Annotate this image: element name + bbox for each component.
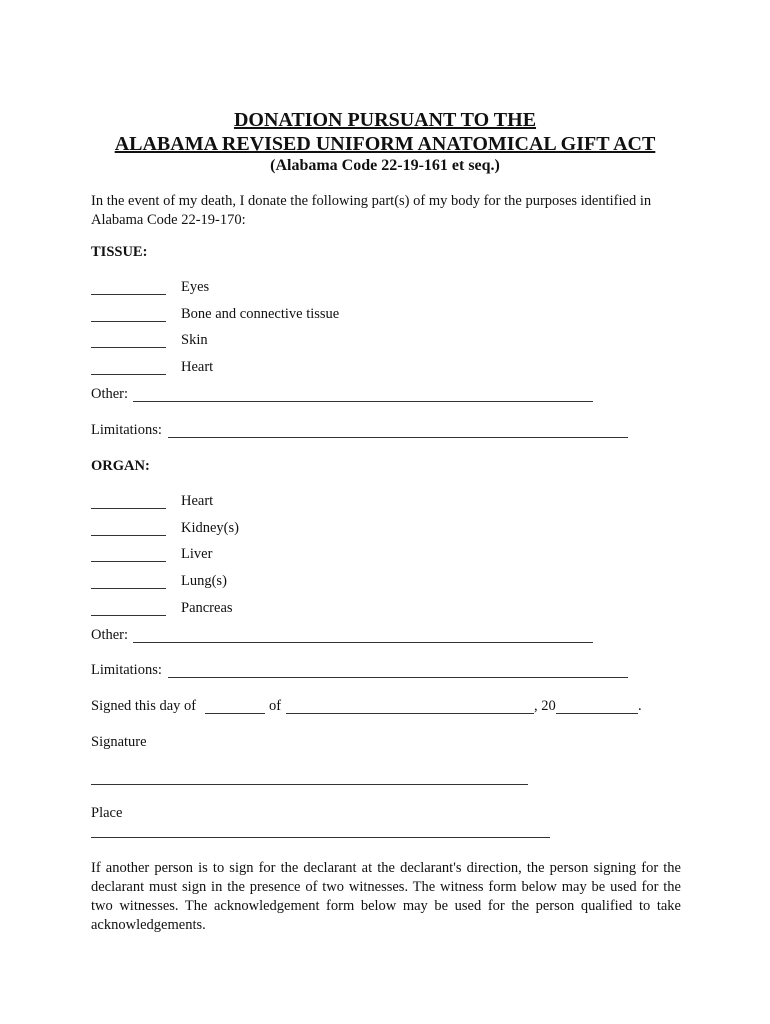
organ-blank-pancreas[interactable] xyxy=(91,615,166,616)
organ-limitations-label: Limitations: xyxy=(91,662,162,678)
organ-item-heart: Heart xyxy=(181,493,214,509)
tissue-item-eyes: Eyes xyxy=(181,279,210,295)
place-label: Place xyxy=(91,805,123,821)
tissue-blank-skin[interactable] xyxy=(91,347,166,348)
signature-label: Signature xyxy=(91,734,147,750)
organ-blank-kidneys[interactable] xyxy=(91,535,166,536)
title-line-1: DONATION PURSUANT TO THE xyxy=(233,109,537,131)
intro-paragraph: In the event of my death, I donate the following part(s) of my body for the purposes identified in Alabama Code 22-19-170: xyxy=(91,193,652,228)
organ-blank-lungs[interactable] xyxy=(91,588,166,589)
signed-prefix: Signed this day of xyxy=(91,698,197,714)
tissue-other-line[interactable] xyxy=(133,401,593,402)
title-citation: (Alabama Code 22-19-161 et seq.) xyxy=(270,157,500,174)
signed-month-line[interactable] xyxy=(286,713,534,714)
place-line[interactable] xyxy=(91,837,550,838)
organ-item-pancreas: Pancreas xyxy=(181,600,233,616)
tissue-item-heart: Heart xyxy=(181,359,214,375)
organ-other-label: Other: xyxy=(91,627,129,643)
signed-year-prefix: , 20 xyxy=(534,698,556,714)
tissue-other-label: Other: xyxy=(91,386,129,402)
tissue-limitations-line[interactable] xyxy=(168,437,628,438)
tissue-blank-bone[interactable] xyxy=(91,321,166,322)
tissue-item-skin: Skin xyxy=(181,332,208,348)
organ-item-liver: Liver xyxy=(181,546,213,562)
signed-of-label: of xyxy=(269,698,282,714)
organ-item-lungs: Lung(s) xyxy=(181,573,227,589)
signature-line[interactable] xyxy=(91,784,528,785)
closing-paragraph: If another person is to sign for the declarant at the declarant's direction, the person signing for the declarant must sign in the presence of two witnesses. The witness form below may be used for the two witnesses. The acknowledgement form below may be used for the person qualified to take acknowledgements. xyxy=(91,860,681,933)
tissue-heading: TISSUE: xyxy=(91,244,148,260)
organ-item-kidneys: Kidney(s) xyxy=(181,520,239,536)
title-line-2: ALABAMA REVISED UNIFORM ANATOMICAL GIFT ACT xyxy=(114,133,656,155)
organ-blank-heart[interactable] xyxy=(91,508,166,509)
signed-day-line[interactable] xyxy=(205,713,265,714)
tissue-blank-eyes[interactable] xyxy=(91,294,166,295)
organ-other-line[interactable] xyxy=(133,642,593,643)
organ-limitations-line[interactable] xyxy=(168,677,628,678)
signed-period: . xyxy=(638,698,642,714)
tissue-blank-heart[interactable] xyxy=(91,374,166,375)
organ-blank-liver[interactable] xyxy=(91,561,166,562)
organ-heading: ORGAN: xyxy=(91,458,150,474)
tissue-limitations-label: Limitations: xyxy=(91,422,162,438)
tissue-item-bone: Bone and connective tissue xyxy=(181,306,340,322)
signed-year-line[interactable] xyxy=(556,713,638,714)
